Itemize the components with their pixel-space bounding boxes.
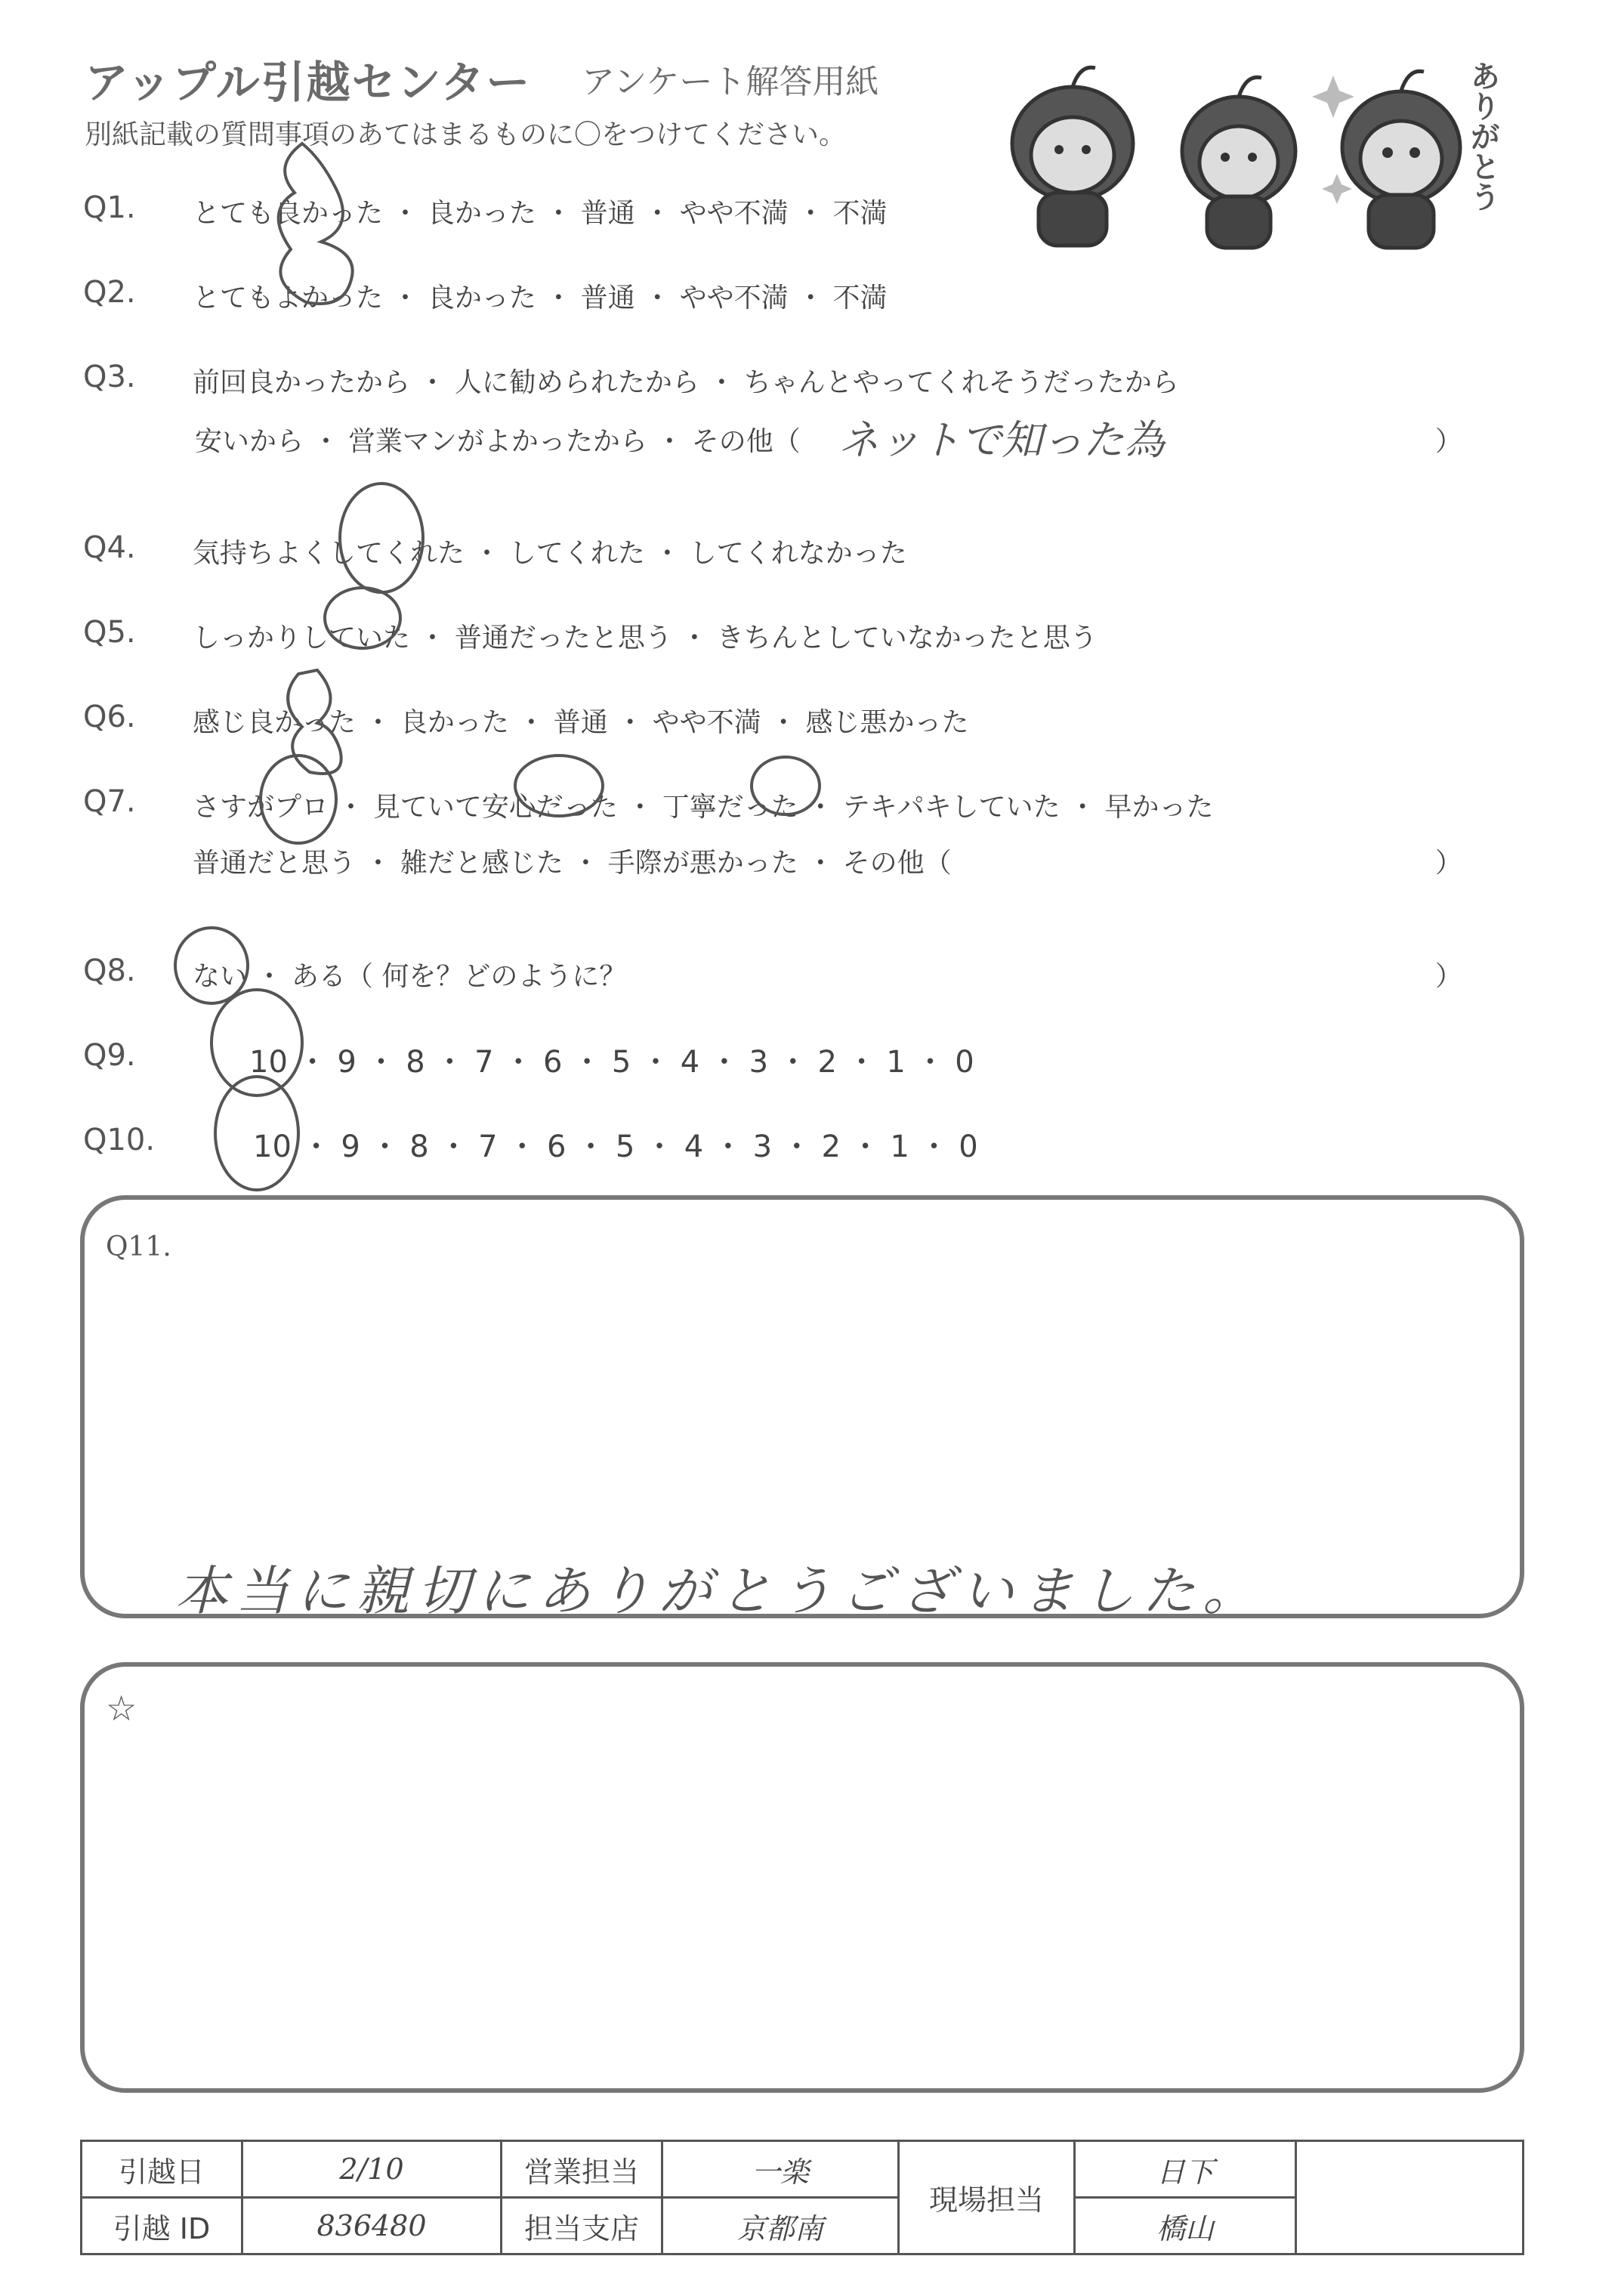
q3-other-close: ） <box>1435 426 1463 457</box>
q9-scale[interactable]: 10 ・ 9 ・ 8 ・ 7 ・ 6 ・ 5 ・ 4 ・ 3 ・ 2 ・ 1 ・ 0 <box>249 1045 974 1080</box>
mascot-thanks-text: ありがとう <box>1465 60 1500 212</box>
q6-options[interactable]: 感じ良かった ・ 良かった ・ 普通 ・ やや不満 ・ 感じ悪かった <box>193 707 969 738</box>
q11-handwritten-comment: 本当に親切にありがとうございました。 <box>175 1560 1263 1622</box>
move-date-label: 引越日 <box>82 2141 242 2198</box>
q8-label: Q8. <box>83 953 136 988</box>
move-date-value[interactable]: 2/10 <box>242 2141 502 2198</box>
empty-cell <box>1296 2141 1524 2254</box>
branch-value[interactable]: 京都南 <box>662 2198 899 2254</box>
q7-label: Q7. <box>83 784 136 819</box>
q3-other-handwritten: ネットで知った為 <box>838 416 1165 464</box>
q9-label: Q9. <box>83 1038 136 1073</box>
q10-label: Q10. <box>83 1123 156 1157</box>
q6-label: Q6. <box>83 700 136 734</box>
q2-options[interactable]: とてもよかった ・ 良かった ・ 普通 ・ やや不満 ・ 不満 <box>193 283 888 314</box>
form-title: アップル引越センター <box>85 57 532 108</box>
q11-comment-box[interactable] <box>80 1195 1524 1622</box>
move-id-label: 引越 ID <box>82 2198 242 2254</box>
form-subtitle: アンケート解答用紙 <box>582 63 879 101</box>
q7-options-line1[interactable]: さすがプロ ・ 見ていて安心だった ・ 丁寧だった ・ テキパキしていた ・ 早かった <box>193 792 1214 823</box>
q1-options[interactable]: とても良かった ・ 良かった ・ 普通 ・ やや不満 ・ 不満 <box>193 198 888 229</box>
q10-scale[interactable]: 10 ・ 9 ・ 8 ・ 7 ・ 6 ・ 5 ・ 4 ・ 3 ・ 2 ・ 1 ・ 0 <box>253 1130 978 1164</box>
q3-options-line2[interactable]: 安いから ・ 営業マンがよかったから ・ その他（ <box>195 426 801 457</box>
q7-other-close: ） <box>1435 848 1463 879</box>
q2-label: Q2. <box>83 275 136 310</box>
move-info-table <box>80 2140 1524 2255</box>
instruction-text: 別紙記載の質問事項のあてはまるものに〇をつけてください。 <box>85 119 847 150</box>
sales-rep-value[interactable]: 一楽 <box>662 2141 899 2198</box>
q7-options-line2[interactable]: 普通だと思う ・ 雑だと感じた ・ 手際が悪かった ・ その他（ <box>193 848 952 879</box>
q5-options[interactable]: しっかりしていた ・ 普通だったと思う ・ きちんとしていなかったと思う <box>193 623 1098 654</box>
star-label: ☆ <box>106 1688 137 1729</box>
site-rep-value-1[interactable]: 日下 <box>1075 2141 1296 2198</box>
q8-options[interactable]: ない ・ ある（ 何を？どのように？ <box>193 961 627 992</box>
move-id-value[interactable]: 836480 <box>242 2198 502 2254</box>
q4-options[interactable]: 気持ちよくしてくれた ・ してくれた ・ してくれなかった <box>193 538 907 569</box>
q8-close: ） <box>1435 961 1463 992</box>
q4-label: Q4. <box>83 530 136 565</box>
q3-options-line1[interactable]: 前回良かったから ・ 人に勧められたから ・ ちゃんとやってくれそうだったから <box>193 367 1179 398</box>
q11-label: Q11. <box>106 1231 171 1262</box>
sales-rep-label: 営業担当 <box>502 2141 662 2198</box>
site-rep-label: 現場担当 <box>899 2141 1075 2254</box>
q3-label: Q3. <box>83 360 136 394</box>
q1-label: Q1. <box>83 190 136 225</box>
q5-label: Q5. <box>83 615 136 650</box>
site-rep-value-2[interactable]: 橋山 <box>1075 2198 1296 2254</box>
star-comment-box[interactable] <box>80 1662 1524 2093</box>
branch-label: 担当支店 <box>502 2198 662 2254</box>
